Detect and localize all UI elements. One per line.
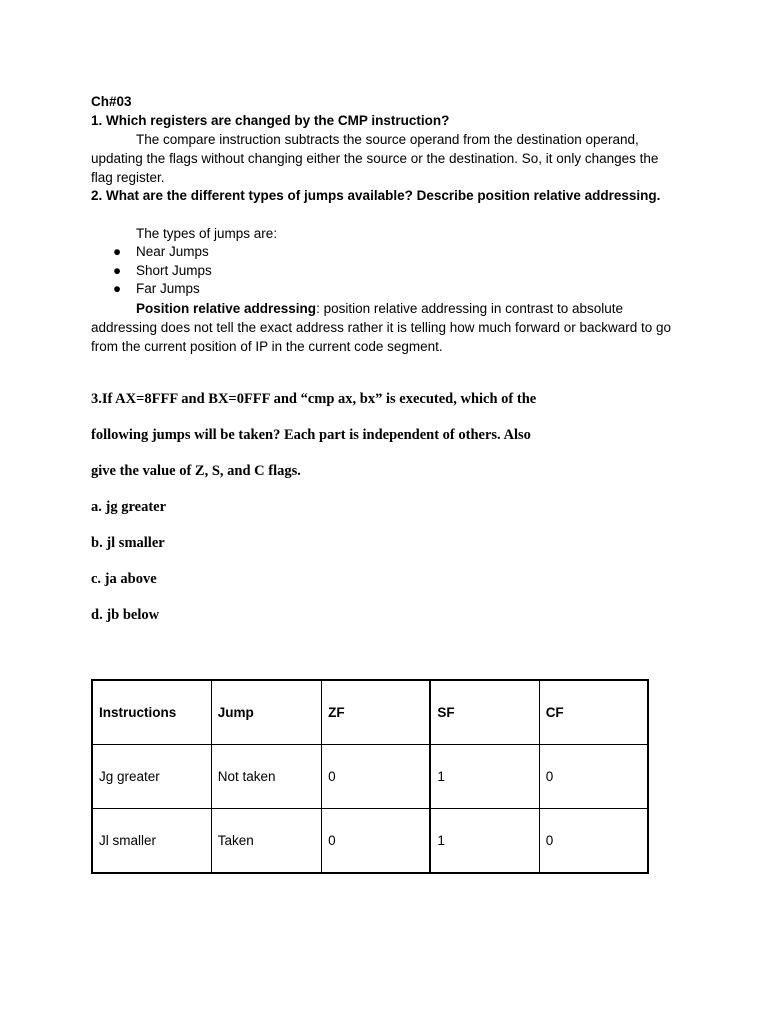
column-header: ZF [322, 680, 431, 745]
part-c: c. ja above [91, 571, 157, 587]
table-cell: Jl smaller [92, 809, 211, 874]
bullet-icon: ● [113, 262, 122, 278]
column-header: CF [539, 680, 648, 745]
question-1: 1. Which registers are changed by the CMP instruction? [91, 113, 450, 128]
table-cell: 0 [539, 745, 648, 809]
question-3-line-2: following jumps will be taken? Each part is independent of others. Also [91, 427, 531, 443]
table-header-row [92, 680, 648, 745]
table-row [92, 745, 648, 809]
jumps-flags-table [91, 679, 649, 874]
table-cell: 1 [430, 809, 539, 874]
jump-types-intro: The types of jumps are: [136, 226, 278, 241]
table-cell: 0 [322, 809, 431, 874]
table-cell: Jg greater [92, 745, 211, 809]
list-item: ● Near Jumps [113, 244, 209, 259]
chapter-heading: Ch#03 [91, 94, 132, 109]
table-cell: 0 [539, 809, 648, 874]
list-item: ● Short Jumps [113, 262, 212, 278]
part-d: d. jb below [91, 607, 160, 623]
question-3-line-1: 3.If AX=8FFF and BX=0FFF and “cmp ax, bx” is executed, which of the [91, 391, 537, 407]
column-header: Instructions [92, 680, 211, 745]
part-a: a. jg greater [91, 499, 167, 515]
column-header: SF [430, 680, 539, 745]
bullet-icon: ● [113, 281, 122, 297]
list-item: ● Far Jumps [113, 281, 200, 297]
jump-types-list [91, 242, 212, 298]
term-position-relative-addressing: Position relative addressing [136, 301, 317, 316]
position-relative-paragraph [91, 299, 681, 356]
table-cell: Not taken [211, 745, 321, 809]
table-row [92, 809, 648, 874]
table-cell: 1 [430, 745, 539, 809]
table-cell: 0 [322, 745, 431, 809]
question-2: 2. What are the different types of jumps available? Describe position relative addressing. [91, 188, 661, 203]
part-b: b. jl smaller [91, 535, 165, 551]
definition-text: : position relative addressing in contrast to absolute addressing does not tell the exact address rather it is telling how much forward or backward to go from the current position of IP in the current code segment. [91, 301, 672, 354]
answer-1: The compare instruction subtracts the source operand from the destination operand, updating the flags without changing either the source or the destination. So, it only changes the flag register. [91, 132, 659, 185]
column-header: Jump [211, 680, 321, 745]
question-3-line-3: give the value of Z, S, and C flags. [91, 463, 301, 479]
table-cell: Taken [211, 809, 321, 874]
bullet-icon: ● [113, 244, 122, 259]
